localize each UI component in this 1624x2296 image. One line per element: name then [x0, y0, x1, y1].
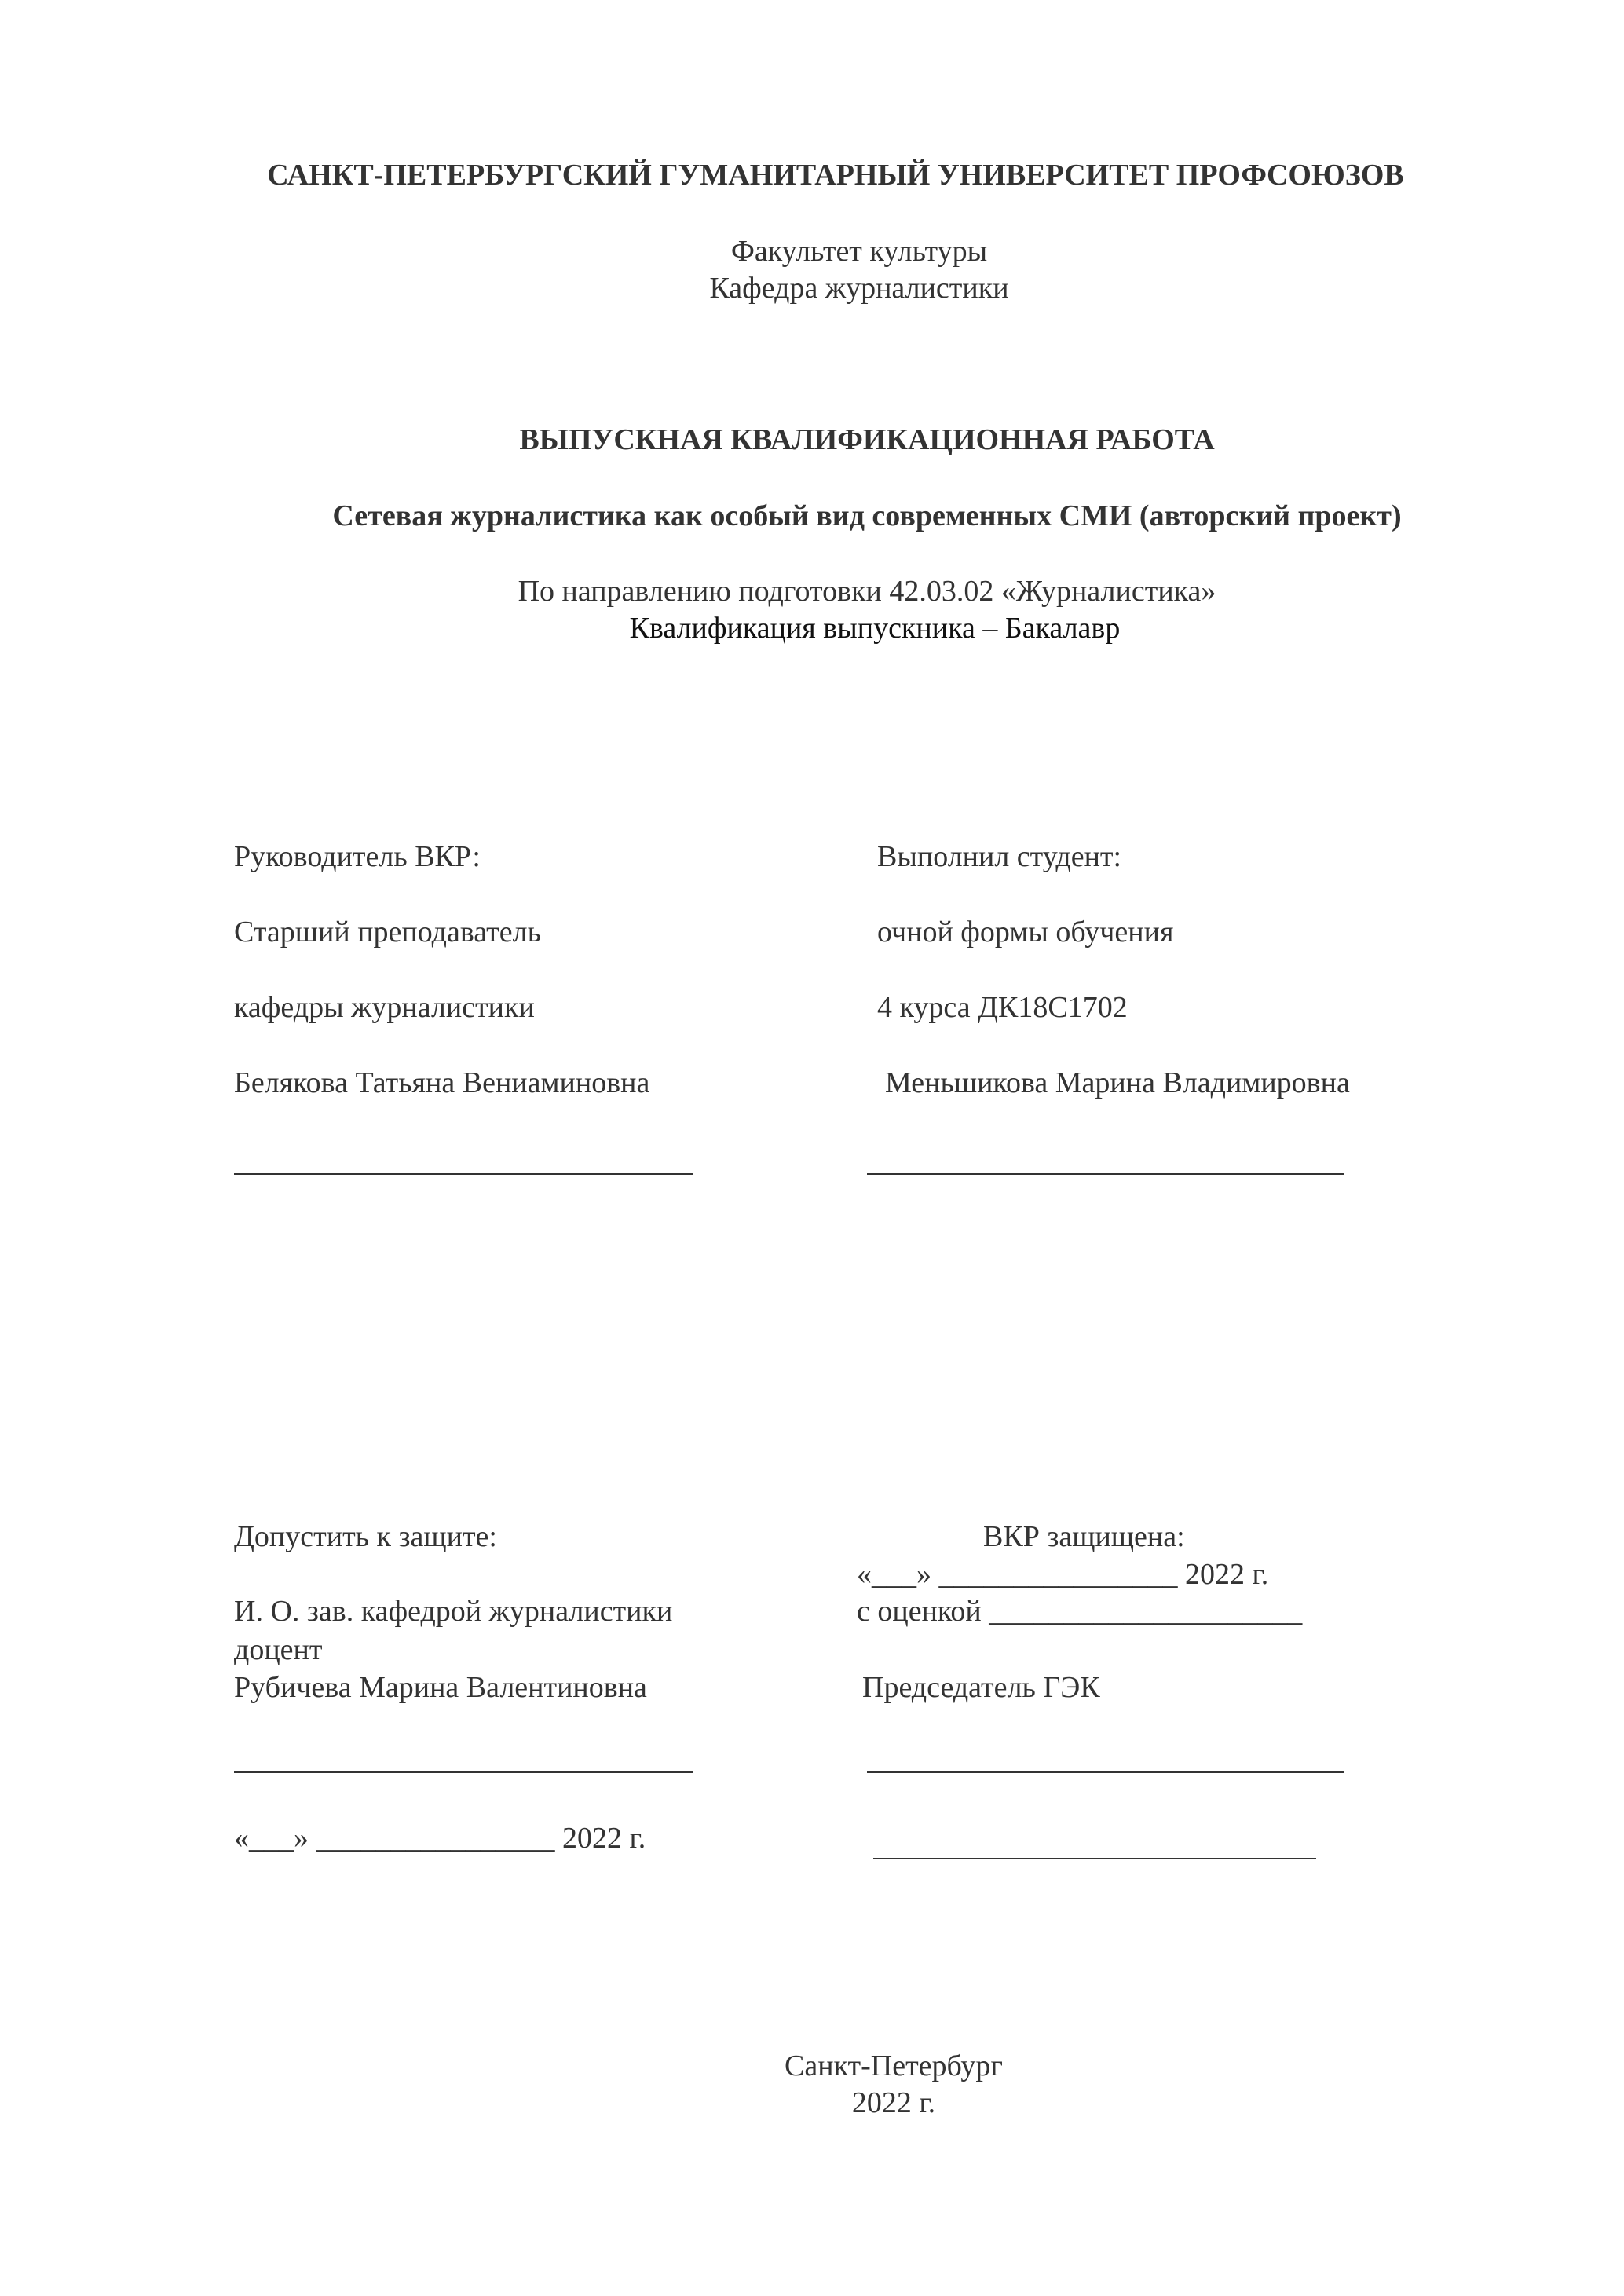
- faculty: Факультет культуры: [730, 235, 988, 268]
- admission-name: Рубичева Марина Валентиновна: [234, 1671, 647, 1704]
- student-signature-line: [867, 1173, 1344, 1175]
- defense-grade: с оценкой _____________________: [857, 1595, 1303, 1628]
- city: Санкт-Петербург: [784, 2049, 1004, 2082]
- student-form: очной формы обучения: [877, 916, 1174, 949]
- department: Кафедра журналистики: [709, 272, 1009, 305]
- work-title: Сетевая журналистика как особый вид современных СМИ (авторский проект): [332, 499, 1402, 532]
- student-name: Меньшикова Марина Владимировна: [885, 1066, 1350, 1099]
- year: 2022 г.: [851, 2086, 936, 2119]
- admission-date: «___» ________________ 2022 г.: [234, 1822, 646, 1855]
- supervisor-name: Белякова Татьяна Вениаминовна: [234, 1066, 650, 1099]
- gek-chair-name-line: [873, 1858, 1316, 1859]
- university-name: САНКТ-ПЕТЕРБУРГСКИЙ ГУМАНИТАРНЫЙ УНИВЕРСИТЕТ ПРОФСОЮЗОВ: [267, 159, 1404, 192]
- defense-date: «___» ________________ 2022 г.: [857, 1558, 1269, 1591]
- admission-signature-line: [234, 1771, 693, 1773]
- supervisor-label: Руководитель ВКР:: [234, 840, 481, 873]
- qualification: Квалификация выпускника – Бакалавр: [629, 612, 1121, 645]
- student-label: Выполнил студент:: [877, 840, 1122, 873]
- supervisor-signature-line: [234, 1173, 693, 1175]
- gek-chair-label: Председатель ГЭК: [862, 1671, 1100, 1704]
- study-direction: По направлению подготовки 42.03.02 «Журналистика»: [518, 575, 1216, 608]
- supervisor-department: кафедры журналистики: [234, 991, 535, 1024]
- admission-rank: доцент: [234, 1633, 323, 1666]
- admission-label: Допустить к защите:: [234, 1520, 497, 1553]
- admission-position: И. О. зав. кафедрой журналистики: [234, 1595, 673, 1628]
- defense-label: ВКР защищена:: [983, 1520, 1185, 1553]
- supervisor-position: Старший преподаватель: [234, 916, 541, 949]
- gek-chair-signature-line: [867, 1771, 1344, 1773]
- work-type: ВЫПУСКНАЯ КВАЛИФИКАЦИОННАЯ РАБОТА: [519, 423, 1215, 456]
- student-course: 4 курса ДК18С1702: [877, 991, 1128, 1024]
